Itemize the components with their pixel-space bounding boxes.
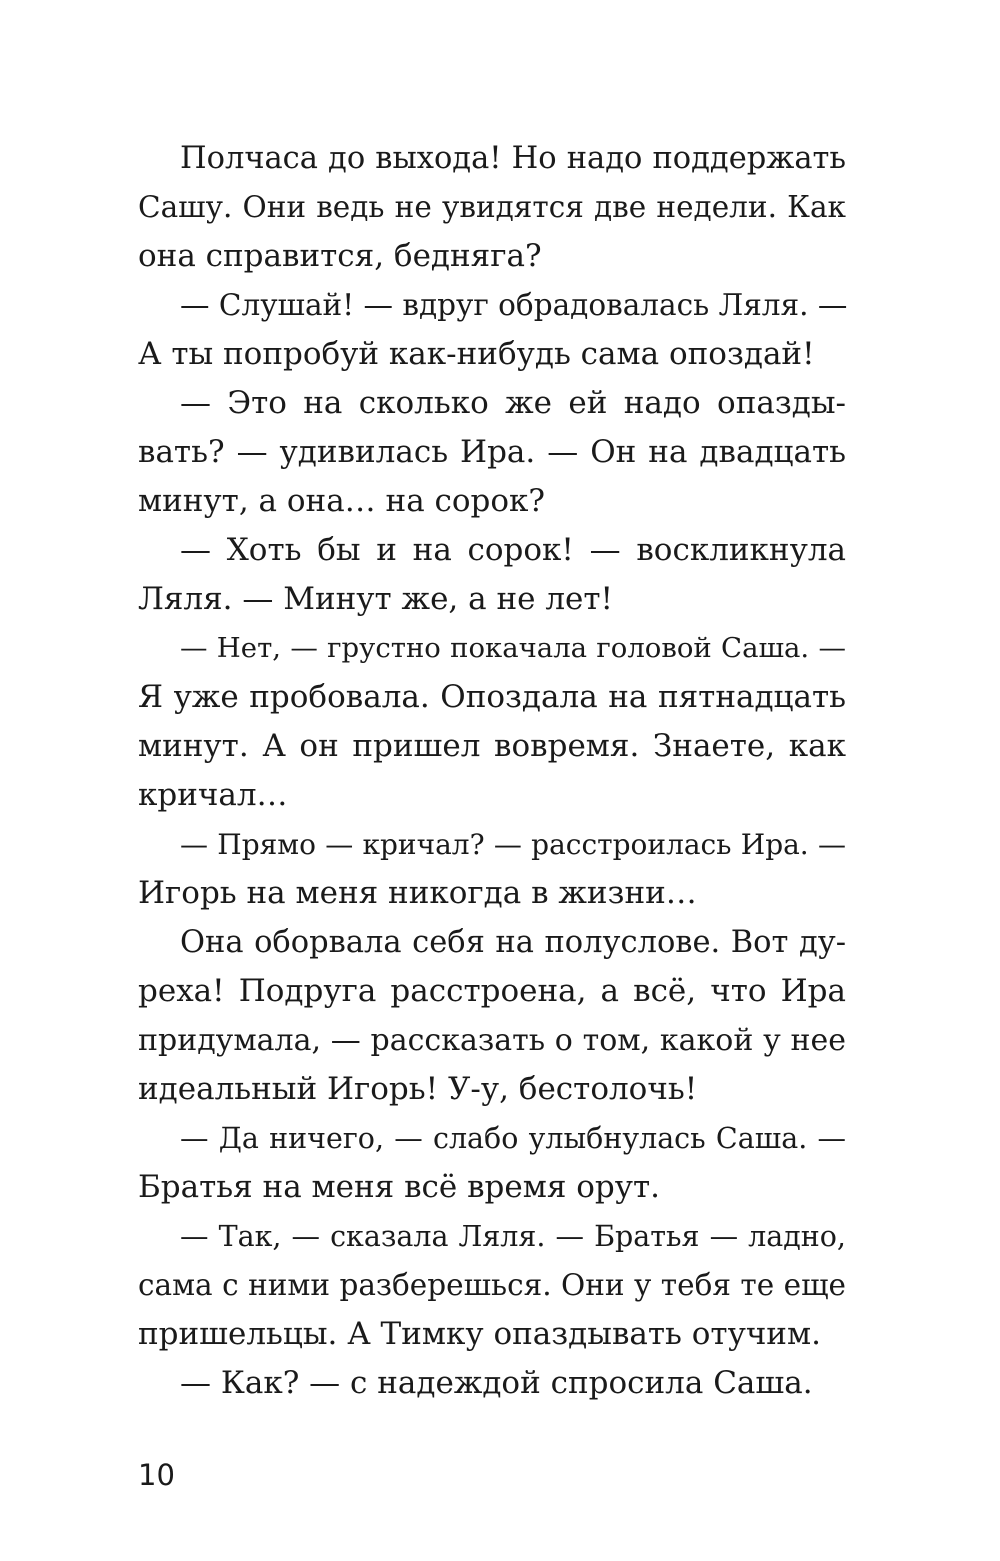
text-line: она справится, бедняга? [138, 238, 542, 274]
text-line: Полчаса до выхода! Но надо поддержать [180, 141, 846, 176]
text-line: идеальный Игорь! У-у, бестолочь! [138, 1071, 698, 1107]
text-line: Братья на меня всё время орут. [138, 1169, 661, 1205]
text-line: — Хоть бы и на сорок! — воскликнула [180, 532, 846, 568]
text-line: — Так, — сказала Ляля. — Братья — ладно, [180, 1220, 846, 1253]
text-line: пришельцы. А Тимку опаздывать отучим. [138, 1316, 821, 1352]
text-line: — Как? — с надеждой спросила Саша. [180, 1365, 813, 1401]
text-line: — Нет, — грустно покачала головой Саша. — [180, 632, 846, 664]
text-line: сама с ними разберешься. Они у тебя те еще [138, 1268, 846, 1302]
page-number: 10 [138, 1458, 175, 1492]
text-line: реха! Подруга расстроена, а всё, что Ира [138, 973, 846, 1009]
text-line: Ляля. — Минут же, а не лет! [138, 581, 613, 617]
text-line: вать? — удивилась Ира. — Он на двадцать [138, 434, 846, 470]
text-line: — Это на сколько же ей надо опазды- [180, 385, 846, 421]
text-line: — Слушай! — вдруг обрадовалась Ляля. — [180, 288, 848, 322]
text-line: кричал… [138, 777, 288, 813]
text-line: — Да ничего, — слабо улыбнулась Саша. — [180, 1122, 846, 1155]
text-line: Сашу. Они ведь не увидятся две недели. Как [138, 190, 846, 224]
text-line: минут, а она… на сорок? [138, 483, 546, 519]
text-line: придумала, — рассказать о том, какой у нее [138, 1023, 846, 1058]
text-line: Я уже пробовала. Опоздала на пятнадцать [138, 679, 846, 715]
body-text [138, 134, 846, 1408]
text-line: — Прямо — кричал? — расстроилась Ира. — [180, 828, 846, 861]
text-line: Игорь на меня никогда в жизни… [138, 875, 697, 911]
text-line: минут. А он пришел вовремя. Знаете, как [138, 728, 846, 764]
text-line: А ты попробуй как-нибудь сама опоздай! [138, 336, 815, 372]
text-line: Она оборвала себя на полуслове. Вот ду- [180, 925, 846, 960]
